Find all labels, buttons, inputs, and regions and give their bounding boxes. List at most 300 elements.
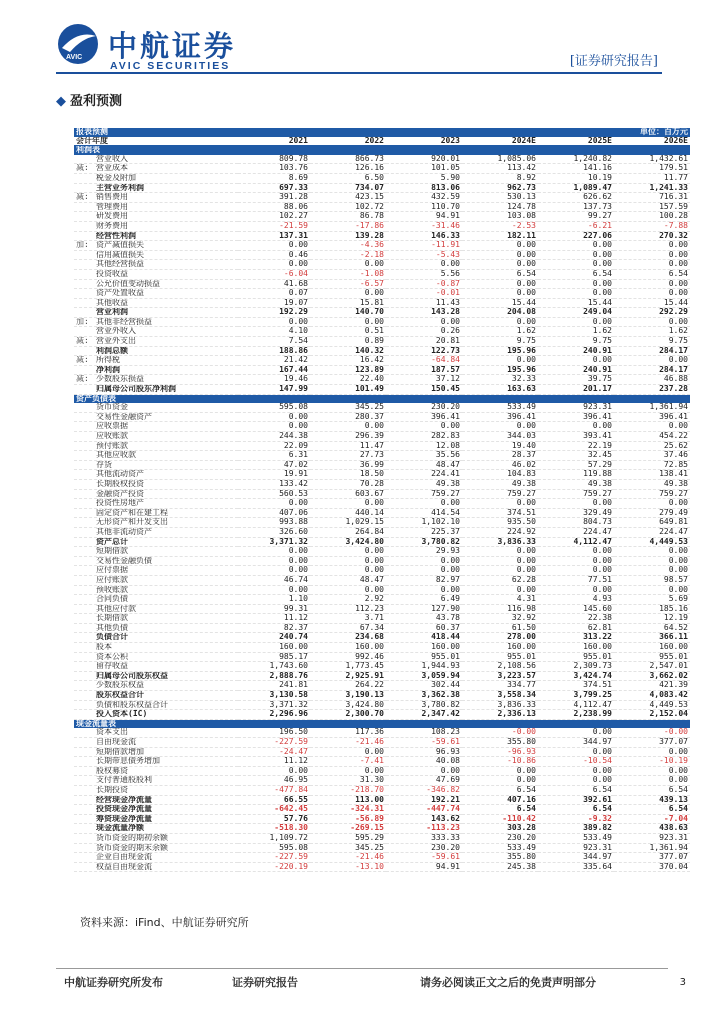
row-label: 经营性利润 — [96, 231, 136, 240]
value-cell: 157.59 — [614, 202, 690, 212]
logo-chinese-name: 中航证券 — [108, 29, 237, 63]
table-row — [74, 470, 690, 480]
table-row — [74, 403, 690, 412]
year-header-row — [74, 137, 690, 146]
value-cell: 94.91 — [386, 862, 462, 872]
row-label: 投资现金净流量 — [96, 804, 152, 814]
value-cell: -0.87 — [386, 279, 462, 289]
row-label: 支付普通股股利 — [96, 775, 152, 785]
value-cell: -10.54 — [538, 757, 614, 767]
table-row — [74, 700, 690, 710]
value-cell: 0.00 — [462, 279, 538, 289]
value-cell: 64.52 — [614, 623, 690, 633]
value-cell: 4,449.53 — [614, 537, 690, 547]
value-cell: 103.76 — [238, 164, 310, 174]
row-label-cell — [74, 691, 238, 701]
value-cell: 0.00 — [238, 566, 310, 576]
value-cell: -9.32 — [538, 814, 614, 824]
footer-report-type: 证券研究报告 — [232, 976, 298, 989]
value-cell: 2,296.96 — [238, 710, 310, 720]
table-row — [74, 269, 690, 279]
value-cell: 0.00 — [386, 499, 462, 509]
table-row — [74, 479, 690, 489]
value-cell: 40.08 — [386, 757, 462, 767]
value-cell: 292.29 — [614, 308, 690, 318]
value-cell: 4.10 — [238, 327, 310, 337]
financial-forecast-table — [74, 128, 690, 872]
value-cell: 21.42 — [238, 356, 310, 366]
value-cell: 0.00 — [538, 317, 614, 327]
value-cell: 88.06 — [238, 202, 310, 212]
value-cell: -56.89 — [310, 814, 386, 824]
value-cell: 0.00 — [386, 317, 462, 327]
value-cell: 15.44 — [614, 298, 690, 308]
value-cell: 32.45 — [538, 451, 614, 461]
value-cell: 0.00 — [462, 776, 538, 786]
row-label: 货币资金的期初余额 — [96, 833, 168, 842]
row-label: 应收票据 — [96, 421, 128, 431]
value-cell: -59.61 — [386, 853, 462, 863]
value-cell: 0.00 — [614, 747, 690, 757]
value-cell: 201.17 — [538, 385, 614, 395]
row-label: 销售费用 — [96, 192, 128, 202]
value-cell: 345.25 — [310, 403, 386, 412]
value-cell: -6.04 — [238, 269, 310, 279]
value-cell: 0.00 — [238, 556, 310, 566]
value-cell: -7.88 — [614, 221, 690, 231]
row-label-cell — [74, 385, 238, 395]
value-cell: 0.00 — [538, 356, 614, 366]
value-cell: 119.88 — [538, 470, 614, 480]
value-cell: 103.08 — [462, 212, 538, 222]
value-cell: 313.22 — [538, 633, 614, 643]
value-cell: 4.31 — [462, 595, 538, 605]
value-cell: 137.73 — [538, 202, 614, 212]
value-cell: 3,662.02 — [614, 671, 690, 681]
value-cell: 3,130.58 — [238, 691, 310, 701]
value-cell: 163.63 — [462, 385, 538, 395]
table-title: 报表预测 — [74, 128, 386, 137]
row-label-cell — [74, 164, 238, 174]
value-cell: 100.28 — [614, 212, 690, 222]
value-cell: 102.72 — [310, 202, 386, 212]
value-cell: 1.10 — [238, 595, 310, 605]
row-label: 信用减值损失 — [96, 250, 144, 259]
value-cell: 37.12 — [386, 375, 462, 385]
table-row — [74, 623, 690, 633]
value-cell: 4,083.42 — [614, 691, 690, 701]
value-cell: 19.07 — [238, 298, 310, 308]
table-row — [74, 604, 690, 614]
value-cell: 249.04 — [538, 308, 614, 318]
value-cell: 0.00 — [614, 250, 690, 260]
value-cell: 32.33 — [462, 375, 538, 385]
value-cell: 270.32 — [614, 231, 690, 241]
value-cell: 0.00 — [614, 422, 690, 432]
row-label: 公允价值变动损益 — [96, 279, 160, 288]
table-row — [74, 671, 690, 681]
table-row — [74, 595, 690, 605]
value-cell: 6.54 — [462, 805, 538, 815]
row-label: 金融资产投资 — [96, 489, 144, 498]
value-cell: 6.54 — [538, 269, 614, 279]
row-label-cell — [74, 279, 238, 289]
value-cell: 1,240.82 — [538, 155, 614, 164]
value-cell: 41.68 — [238, 279, 310, 289]
value-cell: 955.01 — [386, 652, 462, 662]
row-label-cell — [74, 346, 238, 356]
value-cell: 6.31 — [238, 451, 310, 461]
value-cell: 0.00 — [310, 499, 386, 509]
value-cell: 11.77 — [614, 173, 690, 183]
logo-english-name: AVIC SECURITIES — [110, 60, 231, 72]
row-label-cell — [74, 155, 238, 164]
value-cell: 2,925.91 — [310, 671, 386, 681]
value-cell: 923.31 — [538, 403, 614, 412]
value-cell: 124.78 — [462, 202, 538, 212]
value-cell: 61.50 — [462, 623, 538, 633]
value-cell: -96.93 — [462, 747, 538, 757]
value-cell: -2.53 — [462, 221, 538, 231]
value-cell: 2,300.70 — [310, 710, 386, 720]
table-row — [74, 757, 690, 767]
value-cell: -10.86 — [462, 757, 538, 767]
value-cell: 0.51 — [310, 327, 386, 337]
row-label: 预付账款 — [96, 441, 128, 450]
value-cell: 3,223.57 — [462, 671, 538, 681]
value-cell: 355.80 — [462, 853, 538, 863]
value-cell: 6.54 — [614, 805, 690, 815]
table-row — [74, 173, 690, 183]
value-cell: 418.44 — [386, 633, 462, 643]
row-label-cell — [74, 422, 238, 432]
row-label-cell — [74, 547, 238, 557]
value-cell: -31.46 — [386, 221, 462, 231]
value-cell: 0.00 — [614, 776, 690, 786]
value-cell: 160.00 — [614, 643, 690, 653]
value-cell: 393.41 — [538, 432, 614, 442]
value-cell: 1,109.72 — [238, 833, 310, 843]
row-label-cell — [74, 173, 238, 183]
value-cell: -13.10 — [310, 862, 386, 872]
row-label: 所得税 — [96, 355, 120, 365]
value-cell: -6.57 — [310, 279, 386, 289]
row-label: 营业收入 — [96, 154, 128, 163]
value-cell: 11.43 — [386, 298, 462, 308]
row-label-cell — [74, 317, 238, 327]
table-row — [74, 728, 690, 737]
value-cell: 1,089.47 — [538, 183, 614, 193]
value-cell: 296.39 — [310, 432, 386, 442]
value-cell: 2.92 — [310, 595, 386, 605]
value-cell: 0.00 — [462, 289, 538, 299]
row-label-cell — [74, 212, 238, 222]
value-cell: 0.00 — [462, 422, 538, 432]
year-header: 2025E — [538, 137, 614, 146]
value-cell: 0.00 — [238, 499, 310, 509]
value-cell: 82.97 — [386, 575, 462, 585]
value-cell: 182.11 — [462, 231, 538, 241]
value-cell: 225.37 — [386, 527, 462, 537]
table-row — [74, 298, 690, 308]
row-label-cell — [74, 221, 238, 231]
table-row — [74, 547, 690, 557]
value-cell: 116.98 — [462, 604, 538, 614]
diamond-bullet-icon: ◆ — [56, 94, 66, 109]
value-cell: 374.51 — [538, 681, 614, 691]
row-label: 其他应付款 — [96, 604, 136, 613]
row-label: 税金及附加 — [96, 173, 136, 182]
value-cell: 0.00 — [386, 566, 462, 576]
row-label: 交易性金融负债 — [96, 556, 152, 565]
value-cell: 192.21 — [386, 795, 462, 805]
row-label: 现金流量净额 — [96, 823, 144, 833]
value-cell: 955.01 — [538, 652, 614, 662]
value-cell: 0.00 — [386, 422, 462, 432]
value-cell: 716.31 — [614, 193, 690, 203]
row-label-cell — [74, 585, 238, 595]
table-row — [74, 155, 690, 164]
value-cell: 167.44 — [238, 365, 310, 375]
row-label: 其他负债 — [96, 623, 128, 632]
value-cell: -0.00 — [614, 728, 690, 737]
value-cell: 0.00 — [538, 766, 614, 776]
value-cell: 0.00 — [238, 412, 310, 422]
value-cell: -218.70 — [310, 785, 386, 795]
value-cell: 279.49 — [614, 508, 690, 518]
value-cell: 224.47 — [614, 527, 690, 537]
value-cell: 72.85 — [614, 460, 690, 470]
value-cell: 377.07 — [614, 853, 690, 863]
value-cell: 3,371.32 — [238, 537, 310, 547]
row-label: 财务费用 — [96, 221, 128, 230]
value-cell: 230.20 — [386, 403, 462, 412]
value-cell: 3,799.25 — [538, 691, 614, 701]
table-row — [74, 412, 690, 422]
value-cell: 0.00 — [538, 547, 614, 557]
value-cell: 9.75 — [538, 337, 614, 347]
value-cell: 0.00 — [614, 766, 690, 776]
value-cell: 133.42 — [238, 479, 310, 489]
row-label: 其他经营损益 — [96, 259, 144, 269]
section-header: 资产负债表 — [74, 394, 690, 403]
value-cell: 813.06 — [386, 183, 462, 193]
value-cell: 3,558.34 — [462, 691, 538, 701]
value-cell: 355.80 — [462, 738, 538, 748]
row-label: 其他非经营损益 — [96, 317, 152, 326]
value-cell: 0.00 — [462, 766, 538, 776]
value-cell: 102.27 — [238, 212, 310, 222]
value-cell: 245.38 — [462, 862, 538, 872]
row-label-cell — [74, 460, 238, 470]
value-cell: 0.00 — [310, 260, 386, 270]
table-row — [74, 241, 690, 251]
value-cell: 804.73 — [538, 518, 614, 528]
row-label: 固定资产和在建工程 — [96, 508, 168, 517]
value-cell: 37.46 — [614, 451, 690, 461]
table-row — [74, 614, 690, 624]
row-label: 其他非流动资产 — [96, 527, 152, 536]
value-cell: 278.00 — [462, 633, 538, 643]
value-cell: 60.37 — [386, 623, 462, 633]
value-cell: -7.41 — [310, 757, 386, 767]
value-cell: -21.46 — [310, 738, 386, 748]
value-cell: 533.49 — [462, 843, 538, 853]
row-label-cell — [74, 432, 238, 442]
value-cell: 759.27 — [462, 489, 538, 499]
value-cell: 0.00 — [238, 260, 310, 270]
row-label-cell — [74, 853, 238, 863]
value-cell: 3,836.33 — [462, 537, 538, 547]
row-label: 股本 — [96, 642, 112, 652]
section-header-row — [74, 719, 690, 728]
table-row — [74, 681, 690, 691]
value-cell: -518.30 — [238, 824, 310, 834]
year-header: 2021 — [238, 137, 310, 146]
row-label: 无形资产和开发支出 — [96, 517, 168, 527]
value-cell: 141.16 — [538, 164, 614, 174]
value-cell: 454.22 — [614, 432, 690, 442]
value-cell: 438.63 — [614, 824, 690, 834]
value-cell: -64.84 — [386, 356, 462, 366]
value-cell: 697.33 — [238, 183, 310, 193]
value-cell: -59.61 — [386, 738, 462, 748]
value-cell: 49.38 — [462, 479, 538, 489]
value-cell: 0.00 — [614, 499, 690, 509]
row-label: 短期借款 — [96, 546, 128, 556]
value-cell: 0.00 — [462, 317, 538, 327]
value-cell: 0.00 — [462, 547, 538, 557]
value-cell: 4,449.53 — [614, 700, 690, 710]
table-row — [74, 537, 690, 547]
row-label: 应付账款 — [96, 575, 128, 584]
value-cell: 0.00 — [614, 556, 690, 566]
value-cell: 1,361.94 — [614, 843, 690, 853]
value-cell: -17.86 — [310, 221, 386, 231]
value-cell: 2,108.56 — [462, 662, 538, 672]
unit-label: 单位：百万元 — [386, 128, 690, 137]
value-cell: 241.81 — [238, 681, 310, 691]
table-row — [74, 575, 690, 585]
value-cell: 0.26 — [386, 327, 462, 337]
value-cell: -11.91 — [386, 241, 462, 251]
value-cell: -6.21 — [538, 221, 614, 231]
value-cell: 20.81 — [386, 337, 462, 347]
value-cell: 230.20 — [386, 843, 462, 853]
value-cell: 195.96 — [462, 346, 538, 356]
value-cell: 0.00 — [310, 422, 386, 432]
value-cell: 224.41 — [386, 470, 462, 480]
table-row — [74, 585, 690, 595]
year-header: 2026E — [614, 137, 690, 146]
value-cell: 22.40 — [310, 375, 386, 385]
value-cell: 39.75 — [538, 375, 614, 385]
row-label: 管理费用 — [96, 202, 128, 211]
value-cell: 6.54 — [462, 785, 538, 795]
value-cell: 734.07 — [310, 183, 386, 193]
value-cell: 923.31 — [538, 843, 614, 853]
row-label-cell — [74, 260, 238, 270]
value-cell: 5.90 — [386, 173, 462, 183]
row-label-cell — [74, 202, 238, 212]
value-cell: -642.45 — [238, 805, 310, 815]
value-cell: 759.27 — [538, 489, 614, 499]
table-row — [74, 833, 690, 843]
value-cell: 160.00 — [538, 643, 614, 653]
table-row — [74, 164, 690, 174]
value-cell: 0.00 — [238, 585, 310, 595]
value-cell: 47.02 — [238, 460, 310, 470]
value-cell: 46.88 — [614, 375, 690, 385]
value-cell: 150.45 — [386, 385, 462, 395]
row-label: 其他应收款 — [96, 450, 136, 460]
row-prefix: 减: — [76, 336, 89, 346]
row-label: 营业利润 — [96, 307, 128, 317]
value-cell: 2,336.13 — [462, 710, 538, 720]
table-row — [74, 805, 690, 815]
value-cell: 1,361.94 — [614, 403, 690, 412]
value-cell: 335.64 — [538, 862, 614, 872]
value-cell: 7.54 — [238, 337, 310, 347]
value-cell: 6.50 — [310, 173, 386, 183]
value-cell: 137.31 — [238, 231, 310, 241]
value-cell: 392.61 — [538, 795, 614, 805]
value-cell: 3,424.80 — [310, 700, 386, 710]
value-cell: 595.29 — [310, 833, 386, 843]
row-label-cell — [74, 747, 238, 757]
value-cell: 48.47 — [386, 460, 462, 470]
value-cell: 866.73 — [310, 155, 386, 164]
value-cell: 0.00 — [538, 585, 614, 595]
value-cell: 955.01 — [462, 652, 538, 662]
table-row — [74, 221, 690, 231]
table-row — [74, 652, 690, 662]
value-cell: 15.44 — [538, 298, 614, 308]
value-cell: 160.00 — [310, 643, 386, 653]
value-cell: 1,029.15 — [310, 518, 386, 528]
table-row — [74, 527, 690, 537]
table-row — [74, 212, 690, 222]
table-row — [74, 202, 690, 212]
value-cell: 0.00 — [310, 317, 386, 327]
value-cell: 1,432.61 — [614, 155, 690, 164]
value-cell: 62.81 — [538, 623, 614, 633]
row-label: 研发费用 — [96, 211, 128, 221]
table-row — [74, 346, 690, 356]
value-cell: 49.38 — [614, 479, 690, 489]
row-label-cell — [74, 785, 238, 795]
value-cell: 3,836.33 — [462, 700, 538, 710]
value-cell: 10.19 — [538, 173, 614, 183]
value-cell: 227.06 — [538, 231, 614, 241]
row-label: 负债合计 — [96, 632, 128, 642]
value-cell: 204.08 — [462, 308, 538, 318]
table-row — [74, 317, 690, 327]
year-header: 2023 — [386, 137, 462, 146]
value-cell: 35.56 — [386, 451, 462, 461]
value-cell: 2,347.42 — [386, 710, 462, 720]
value-cell: 0.00 — [462, 499, 538, 509]
value-cell: 0.00 — [462, 260, 538, 270]
value-cell: 46.74 — [238, 575, 310, 585]
value-cell: 113.00 — [310, 795, 386, 805]
row-label-cell — [74, 681, 238, 691]
value-cell: 143.28 — [386, 308, 462, 318]
table-row — [74, 441, 690, 451]
value-cell: 94.91 — [386, 212, 462, 222]
value-cell: 423.15 — [310, 193, 386, 203]
page-header — [0, 0, 724, 80]
